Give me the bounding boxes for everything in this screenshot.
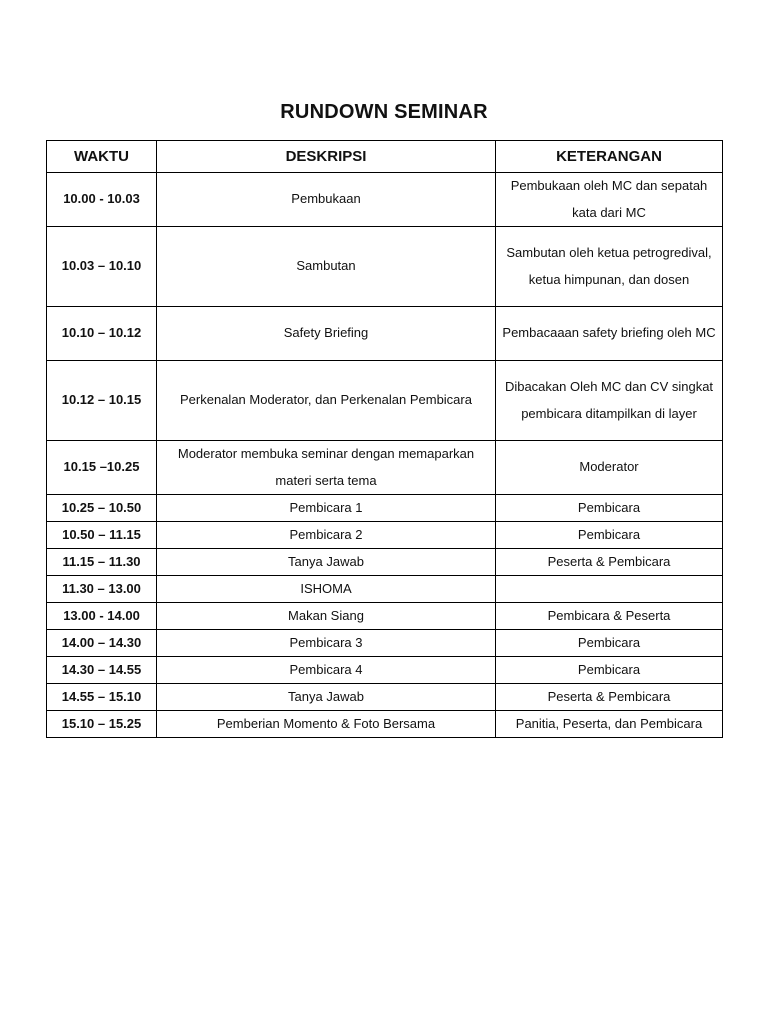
table-row <box>47 549 723 576</box>
cell-deskripsi: Perkenalan Moderator, dan Perkenalan Pembicara <box>157 361 496 441</box>
table-row <box>47 495 723 522</box>
table-row <box>47 173 723 227</box>
table-row <box>47 307 723 361</box>
cell-keterangan: Sambutan oleh ketua petrogredival, ketua himpunan, dan dosen <box>496 227 723 307</box>
cell-deskripsi: Pembicara 3 <box>157 630 496 657</box>
table-row <box>47 522 723 549</box>
cell-deskripsi: Pembicara 4 <box>157 657 496 684</box>
cell-waktu: 10.00 - 10.03 <box>47 173 157 227</box>
column-header-waktu: WAKTU <box>47 141 157 173</box>
cell-deskripsi: Tanya Jawab <box>157 684 496 711</box>
cell-keterangan: Pembicara <box>496 522 723 549</box>
cell-deskripsi: Pembicara 2 <box>157 522 496 549</box>
cell-deskripsi: Sambutan <box>157 227 496 307</box>
table-row <box>47 576 723 603</box>
cell-waktu: 11.15 – 11.30 <box>47 549 157 576</box>
table-body <box>47 173 723 738</box>
cell-waktu: 15.10 – 15.25 <box>47 711 157 738</box>
table-row <box>47 657 723 684</box>
cell-waktu: 13.00 - 14.00 <box>47 603 157 630</box>
table-row <box>47 441 723 495</box>
cell-keterangan: Pembukaan oleh MC dan sepatah kata dari MC <box>496 173 723 227</box>
cell-keterangan <box>496 576 723 603</box>
cell-keterangan: Pembacaaan safety briefing oleh MC <box>496 307 723 361</box>
cell-keterangan: Peserta & Pembicara <box>496 684 723 711</box>
cell-deskripsi: Moderator membuka seminar dengan memaparkan materi serta tema <box>157 441 496 495</box>
cell-keterangan: Pembicara <box>496 495 723 522</box>
cell-deskripsi: ISHOMA <box>157 576 496 603</box>
cell-keterangan: Pembicara <box>496 657 723 684</box>
rundown-table <box>46 140 723 738</box>
cell-waktu: 10.25 – 10.50 <box>47 495 157 522</box>
table-row <box>47 684 723 711</box>
cell-keterangan: Panitia, Peserta, dan Pembicara <box>496 711 723 738</box>
cell-waktu: 10.10 – 10.12 <box>47 307 157 361</box>
table-row <box>47 630 723 657</box>
cell-keterangan: Peserta & Pembicara <box>496 549 723 576</box>
cell-waktu: 11.30 – 13.00 <box>47 576 157 603</box>
column-header-deskripsi: DESKRIPSI <box>157 141 496 173</box>
table-row <box>47 603 723 630</box>
cell-deskripsi: Safety Briefing <box>157 307 496 361</box>
cell-deskripsi: Tanya Jawab <box>157 549 496 576</box>
table-row <box>47 711 723 738</box>
cell-waktu: 10.50 – 11.15 <box>47 522 157 549</box>
cell-waktu: 10.03 – 10.10 <box>47 227 157 307</box>
cell-deskripsi: Pemberian Momento & Foto Bersama <box>157 711 496 738</box>
table-header-row <box>47 141 723 173</box>
cell-waktu: 10.15 –10.25 <box>47 441 157 495</box>
cell-deskripsi: Pembicara 1 <box>157 495 496 522</box>
cell-keterangan: Pembicara & Peserta <box>496 603 723 630</box>
cell-deskripsi: Pembukaan <box>157 173 496 227</box>
table-row <box>47 361 723 441</box>
cell-keterangan: Pembicara <box>496 630 723 657</box>
cell-keterangan: Moderator <box>496 441 723 495</box>
cell-keterangan: Dibacakan Oleh MC dan CV singkat pembicara ditampilkan di layer <box>496 361 723 441</box>
cell-deskripsi: Makan Siang <box>157 603 496 630</box>
cell-waktu: 14.55 – 15.10 <box>47 684 157 711</box>
cell-waktu: 10.12 – 10.15 <box>47 361 157 441</box>
cell-waktu: 14.00 – 14.30 <box>47 630 157 657</box>
column-header-keterangan: KETERANGAN <box>496 141 723 173</box>
cell-waktu: 14.30 – 14.55 <box>47 657 157 684</box>
page-title: RUNDOWN SEMINAR <box>280 101 488 123</box>
table-row <box>47 227 723 307</box>
